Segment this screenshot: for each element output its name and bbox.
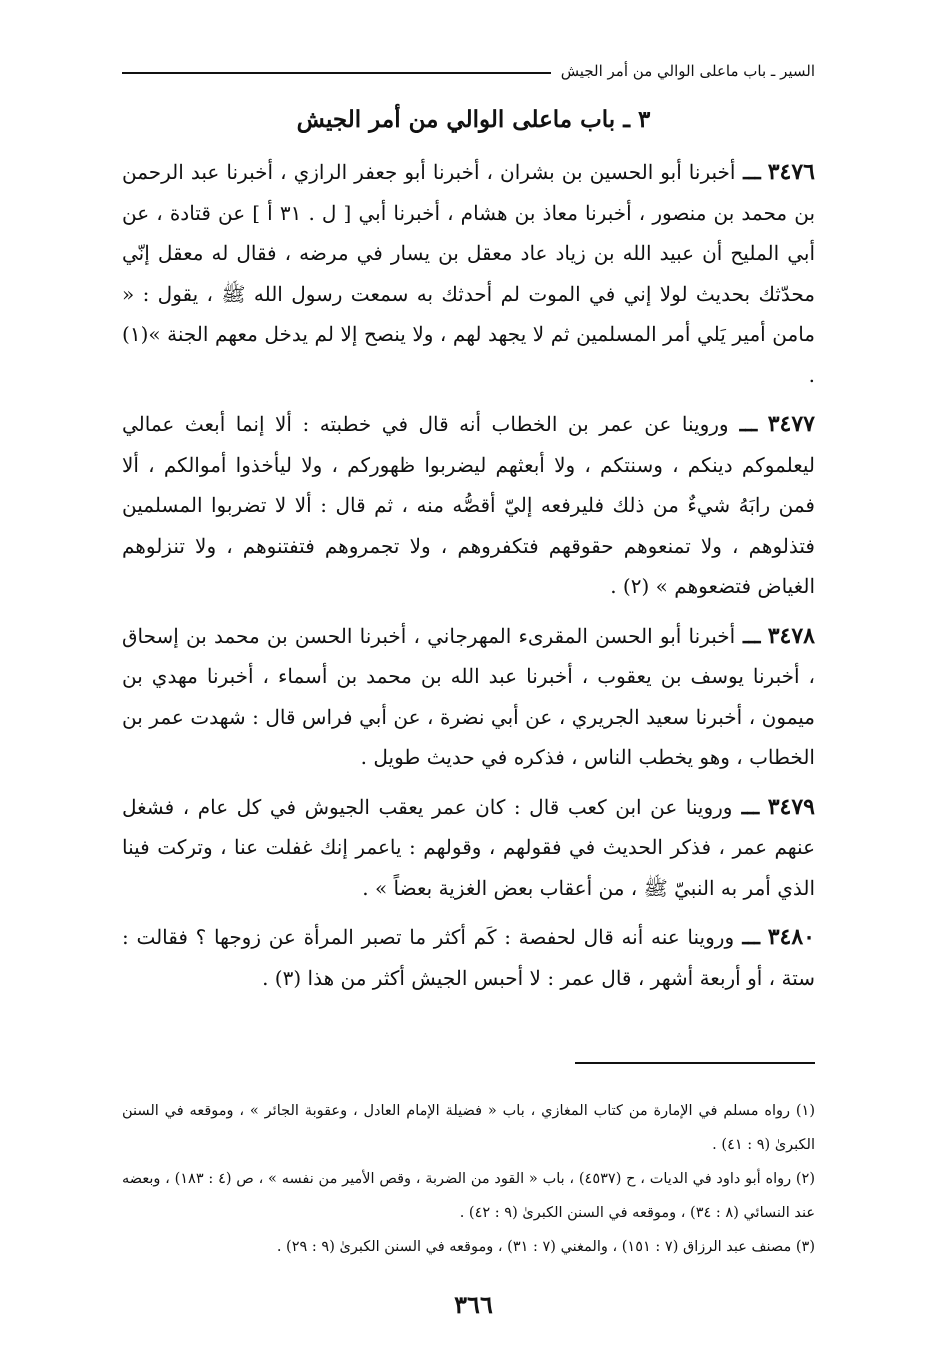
running-head-text: السير ـ باب ماعلى الوالي من أمر الجيش [560,62,815,80]
hadith-text: وروينا عن عمر بن الخطاب أنه قال في خطبته : ألا إنما أبعث عمالي ليعلموكم دينكم ، وسنتكم ، ولا أبعثهم ليضربوا ظهوركم ، ولا ليأخذوا أموالكم ، ألا فمن رابَهُ شيءٌ من ذلك فليرفعه إليّ أقصُّه منه ، ثم قال : ألا لا تضربوا المسلمين فتذلوهم ، ولا تمنعوهم حقوقهم فتكفروهم ، ولا تجمروهم فتفتنوهم ، ولا تنزلوهم الغياض فتضعوهم » (٢) . [122,412,815,598]
footnote-2: (٢) رواه أبو داود في الديات ، ح (٤٥٣٧) ، باب « القود من الضربة ، وقص الأمير من نفسه » ، ص (٤ : ١٨٣) ، وبعضه عند النسائي (٨ : ٣٤) ، وموقعه في السنن الكبرىٰ (٩ : ٤٢) . [122,1171,815,1221]
number-dash: ـــ [735,160,761,184]
number-dash: ـــ [732,794,760,819]
hadith-paragraph-3476 [122,152,815,395]
main-text [122,152,815,1007]
header-rule [122,72,551,74]
chapter-title: ٣ ـ باب ماعلى الوالي من أمر الجيش [296,106,651,133]
footnotes [122,1094,815,1264]
footnote-divider [575,1062,815,1064]
hadith-text: أخبرنا أبو الحسن المقرىء المهرجاني ، أخبرنا الحسن بن محمد بن إسحاق ، أخبرنا يوسف بن يعقوب ، أخبرنا عبد الله بن محمد بن أسماء ، أخبرنا مهدي بن ميمون ، أخبرنا سعيد الجريري ، عن أبي نضرة ، عن أبي فراس قال : شهدت عمر بن الخطاب ، وهو يخطب الناس ، فذكره في حديث طويل . [122,623,815,769]
hadith-number: ٣٤٧٩ [767,793,815,820]
running-header [122,62,815,80]
hadith-text: وروينا عنه أنه قال لحفصة : كَم أكثر ما تصبر المرأة عن زوجها ؟ فقالت : ستة ، أو أربعة أشهر ، قال عمر : لا أحبس الجيش أكثر من هذا (٣) . [122,925,815,990]
hadith-paragraph-3477 [122,404,815,607]
hadith-paragraph-3478 [122,616,815,778]
hadith-paragraph-3479 [122,787,815,909]
page-number: ٣٦٦ [454,1290,493,1319]
hadith-text: وروينا عن ابن كعب قال : كان عمر يعقب الجيوش في كل عام ، فشغل عنهم عمر ، فذكر الحديث في فقولهم ، وقولهم : ياعمر إنك غفلت عنا ، وتركت فينا الذي أمر به النبيّ ﷺ ، من أعقاب بعض الغزية بعضاً » . [122,794,815,900]
hadith-text: أخبرنا أبو الحسين بن بشران ، أخبرنا أبو جعفر الرازي ، أخبرنا عبد الرحمن بن محمد بن منصور ، أخبرنا معاذ بن هشام ، أخبرنا أبي [ ل . ٣١ أ ] عن قتادة ، عن أبي المليح أن عبيد الله بن زياد عاد معقل بن يسار في مرضه ، فقال له معقل إنّي محدّثك بحديث لولا إني في الموت لم أحدثك به سمعت رسول الله ﷺ ، يقول : « مامن أمير يَلي أمر المسلمين ثم لا يجهد لهم ، ولا ينصح إلا لم يدخل معهم الجنة »(١) . [122,160,816,387]
hadith-number: ٣٤٧٨ [767,622,815,649]
number-dash: ـــ [728,412,758,436]
footnote-3: (٣) مصنف عبد الرزاق (٧ : ١٥١) ، والمغني (٧ : ٣١) ، وموقعه في السنن الكبرىٰ (٩ : ٢٩) . [276,1239,815,1255]
hadith-number: ٣٤٧٦ [767,159,815,185]
number-dash: ـــ [735,623,761,648]
hadith-paragraph-3480 [122,917,815,998]
number-dash: ـــ [734,925,761,949]
footnote-1: (١) رواه مسلم في الإمارة من كتاب المغازي ، باب « فضيلة الإمام العادل ، وعقوبة الجائر » ، وموقعه في السنن الكبرىٰ (٩ : ٤١) . [122,1103,815,1153]
hadith-number: ٣٤٨٠ [767,924,815,950]
hadith-number: ٣٤٧٧ [767,411,815,437]
